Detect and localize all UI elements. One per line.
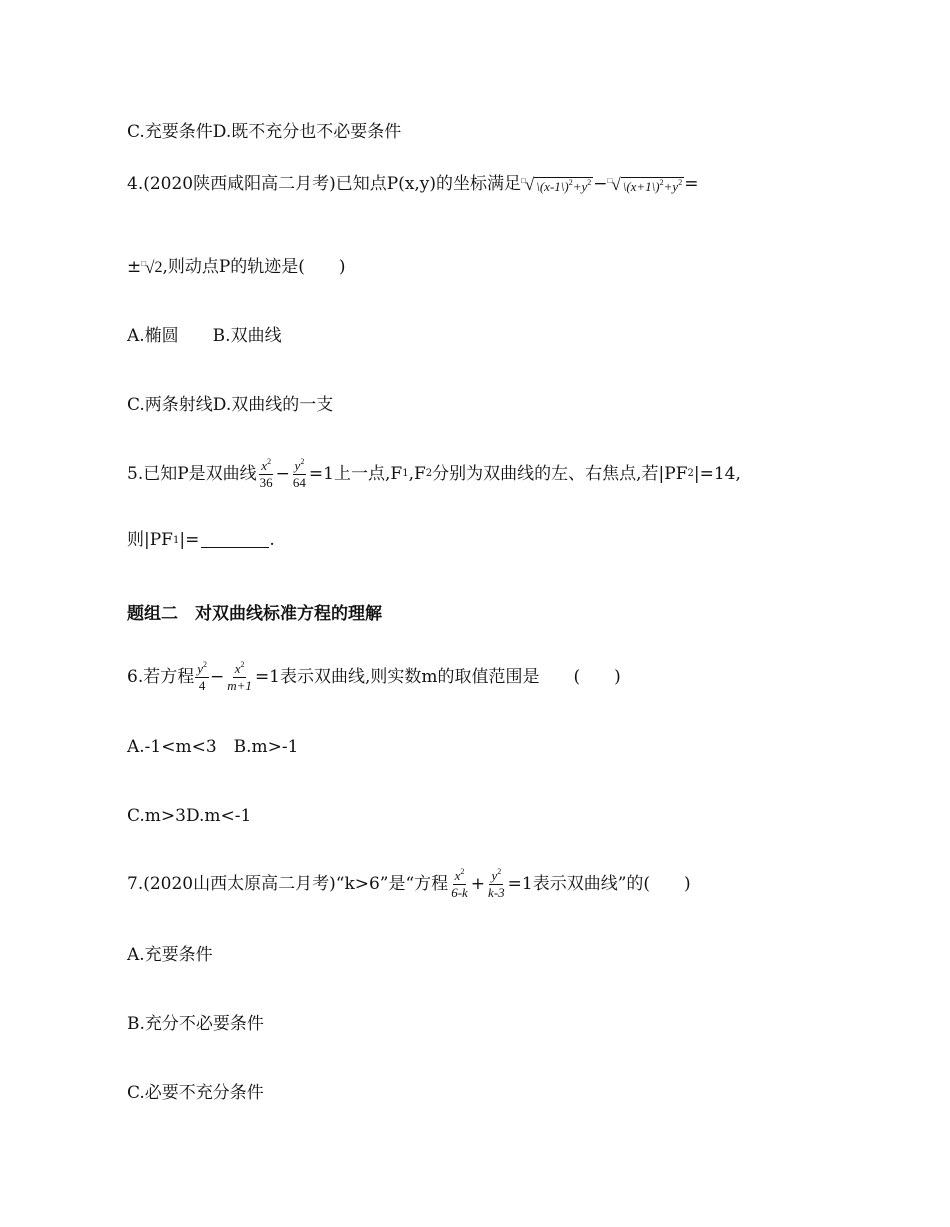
- q5-rest-c: 分别为双曲线的左、右焦点,若|PF: [432, 463, 688, 484]
- denominator: m+1: [227, 678, 252, 694]
- num-var: y: [294, 458, 301, 473]
- sub: 2: [425, 468, 433, 480]
- num-var: y: [491, 868, 498, 883]
- text: |=: [179, 530, 200, 550]
- q6-option-ab: [127, 739, 850, 756]
- radical-sign: √: [611, 175, 621, 194]
- q6-prefix: 6.若方程: [127, 666, 195, 687]
- q6-rest: =1表示双曲线,则实数m的取值范围是 ( ): [254, 666, 621, 687]
- fraction-y2-64: [291, 458, 308, 491]
- q5-rest-d: |=14,: [693, 463, 741, 484]
- minus: −: [593, 174, 608, 194]
- exp: 2: [203, 660, 208, 669]
- q7-option-b: [127, 1016, 850, 1033]
- exp: 2: [659, 178, 664, 187]
- root-index: □: [141, 259, 147, 268]
- q5-line2: [127, 532, 850, 549]
- fraction-x2-6k: [449, 868, 470, 901]
- sub: 1: [172, 534, 180, 546]
- text: A.椭圆 B.双曲线: [127, 326, 282, 346]
- denominator: 64: [292, 475, 306, 491]
- sqrt-1: [521, 176, 593, 193]
- q7-rest: =1表示双曲线”的( ): [507, 873, 691, 894]
- y-term: +y: [663, 179, 679, 194]
- numerator: [195, 661, 209, 678]
- exp: 2: [267, 457, 272, 466]
- root-body-text: \(x+1\): [622, 179, 660, 194]
- num-var: x: [261, 458, 268, 473]
- sub: 1: [402, 468, 409, 480]
- q6-line1: [127, 661, 850, 694]
- period: .: [269, 530, 275, 550]
- numerator: [259, 458, 273, 475]
- num-var: x: [234, 661, 241, 676]
- numerator: [489, 868, 503, 885]
- sqrt-3: [141, 259, 162, 276]
- sub: 2: [687, 468, 694, 480]
- plus: +: [470, 873, 486, 894]
- numerator: [233, 661, 247, 678]
- text: A.充要条件: [127, 945, 213, 965]
- fraction-y2-4: [195, 661, 209, 694]
- denominator: k-3: [488, 885, 505, 901]
- numerator: [293, 458, 307, 475]
- exp: 2: [497, 867, 502, 876]
- q3-option-cd: [127, 124, 850, 141]
- q5-rest-a: =1上一点,F: [308, 463, 403, 484]
- text: 则|PF: [127, 530, 173, 550]
- minus: −: [275, 463, 290, 484]
- section-heading: [127, 606, 850, 623]
- q6-option-cd: [127, 808, 850, 825]
- heading-text: 题组二 对双曲线标准方程的理解: [127, 604, 382, 624]
- text: C.两条射线D.双曲线的一支: [127, 395, 334, 415]
- denominator: 36: [259, 475, 273, 491]
- answer-blank[interactable]: [201, 533, 269, 548]
- q7-line1: [127, 868, 850, 901]
- q4-line1: [127, 176, 850, 193]
- denominator: 4: [198, 678, 206, 694]
- root-index: □: [521, 176, 526, 185]
- exp: 2: [460, 867, 465, 876]
- q4-prefix: 4.(2020陕西咸阳高二月考)已知点P(x,y)的坐标满足: [127, 174, 522, 194]
- q7-option-c: [127, 1085, 850, 1102]
- exp: 2: [240, 660, 245, 669]
- radical-sign: √: [145, 258, 155, 277]
- exp: 2: [678, 178, 683, 187]
- q5-prefix: 5.已知P是双曲线: [127, 463, 257, 484]
- radical-sign: √: [524, 175, 535, 194]
- exp: 2: [587, 178, 592, 187]
- root-body-text: \(x-1\): [536, 179, 569, 194]
- q4-option-ab: [127, 328, 850, 345]
- root-index: □: [607, 176, 613, 185]
- fraction-y2-k3: [486, 868, 507, 901]
- num-var: x: [454, 868, 461, 883]
- y-term: +y: [572, 179, 588, 194]
- num-var: y: [197, 661, 204, 676]
- exp: 2: [568, 178, 573, 187]
- exp: 2: [300, 457, 305, 466]
- q5-rest-b: ,F: [408, 463, 426, 484]
- root-body: 2: [154, 259, 163, 276]
- denominator: 6-k: [451, 885, 468, 901]
- text: C.必要不充分条件: [127, 1083, 264, 1103]
- sqrt-2: [608, 176, 685, 193]
- fraction-x2-36: [258, 458, 275, 491]
- plus-minus: ±: [127, 257, 142, 277]
- minus: −: [210, 666, 225, 687]
- text: A.-1<m<3 B.m>-1: [127, 737, 299, 757]
- root-body: [621, 177, 684, 193]
- equals: =: [684, 174, 699, 194]
- text: C.m>3D.m<-1: [127, 806, 252, 826]
- q7-prefix: 7.(2020山西太原高二月考)“k>6”是“方程: [127, 873, 449, 894]
- q4-line2: [127, 259, 850, 276]
- numerator: [453, 868, 467, 885]
- q5-line1: [127, 458, 850, 491]
- text: B.充分不必要条件: [127, 1014, 264, 1034]
- text: C.充要条件D.既不充分也不必要条件: [127, 122, 402, 142]
- q7-option-a: [127, 947, 850, 964]
- q4-option-cd: [127, 397, 850, 414]
- fraction-x2-m1: [225, 661, 254, 694]
- root-body: [534, 177, 593, 193]
- q4-rest: ,则动点P的轨迹是( ): [162, 257, 346, 277]
